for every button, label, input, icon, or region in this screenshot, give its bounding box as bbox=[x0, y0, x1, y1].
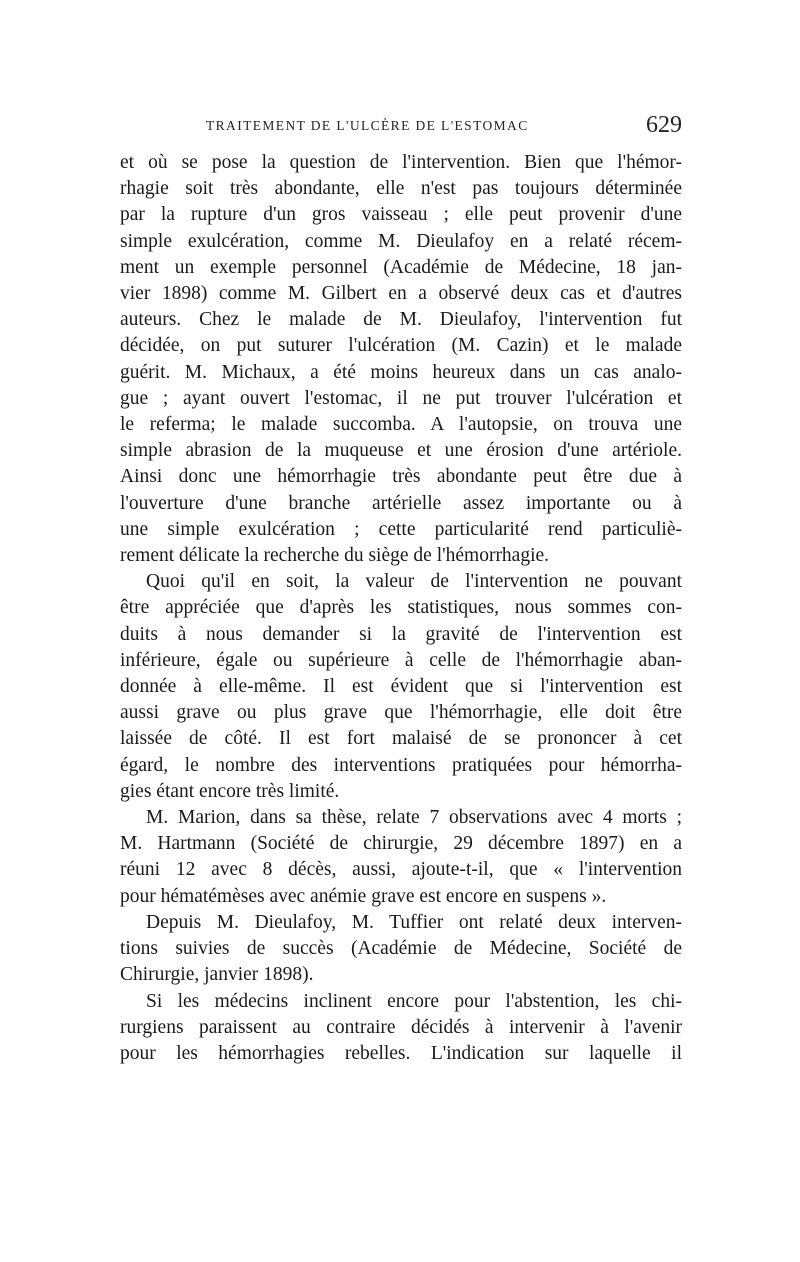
text-line: Ainsi donc une hémorrhagie très abondante peut être due à bbox=[120, 466, 682, 488]
text-line: Quoi qu'il en soit, la valeur de l'intervention ne pouvant bbox=[146, 571, 682, 593]
paragraph bbox=[120, 989, 682, 1068]
paragraph bbox=[120, 150, 682, 569]
text-line: vier 1898) comme M. Gilbert en a observé deux cas et d'autres bbox=[120, 283, 682, 305]
text-line: Depuis M. Dieulafoy, M. Tuffier ont relaté deux interven- bbox=[146, 911, 682, 933]
text-line: rurgiens paraissent au contraire décidés à intervenir à l'avenir bbox=[120, 1016, 682, 1038]
text-line: pour hématémèses avec anémie grave est encore en suspens ». bbox=[120, 885, 607, 907]
text-line: par la rupture d'un gros vaisseau ; elle peut provenir d'une bbox=[120, 204, 682, 226]
text-line: inférieure, égale ou supérieure à celle de l'hémorrhagie aban- bbox=[120, 649, 682, 671]
text-line: l'ouverture d'une branche artérielle assez importante ou à bbox=[120, 492, 682, 514]
book-page bbox=[120, 112, 682, 1067]
text-line: Chirurgie, janvier 1898). bbox=[120, 964, 314, 986]
text-line: rement délicate la recherche du siège de l'hémorrhagie. bbox=[120, 545, 550, 567]
text-line: auteurs. Chez le malade de M. Dieulafoy, l'intervention fut bbox=[120, 309, 682, 331]
text-line: gue ; ayant ouvert l'estomac, il ne put trouver l'ulcération et bbox=[120, 387, 682, 409]
text-line: aussi grave ou plus grave que l'hémorrhagie, elle doit être bbox=[120, 702, 682, 724]
text-line: et où se pose la question de l'intervention. Bien que l'hémor- bbox=[120, 152, 682, 173]
text-line: duits à nous demander si la gravité de l'intervention est bbox=[120, 623, 682, 645]
text-line: être appréciée que d'après les statistiques, nous sommes con- bbox=[120, 597, 682, 619]
page-number: 629 bbox=[646, 112, 682, 138]
text-line: rhagie soit très abondante, elle n'est pas toujours déterminée bbox=[120, 178, 682, 200]
text-line: M. Hartmann (Société de chirurgie, 29 décembre 1897) en a bbox=[120, 833, 682, 855]
paragraph bbox=[120, 910, 682, 989]
text-line: gies étant encore très limité. bbox=[120, 780, 340, 802]
paragraph bbox=[120, 805, 682, 910]
body-text bbox=[120, 150, 682, 1067]
text-line: réuni 12 avec 8 décès, aussi, ajoute-t-il, que « l'intervention bbox=[120, 859, 682, 881]
text-line: tions suivies de succès (Académie de Médecine, Société de bbox=[120, 938, 682, 960]
text-line: décidée, on put suturer l'ulcération (M. Cazin) et le malade bbox=[120, 335, 682, 357]
text-line: M. Marion, dans sa thèse, relate 7 observations avec 4 morts ; bbox=[146, 807, 682, 829]
running-head bbox=[120, 112, 682, 142]
text-line: simple abrasion de la muqueuse et une érosion d'une artériole. bbox=[120, 440, 682, 462]
text-line: une simple exulcération ; cette particularité rend particuliè- bbox=[120, 518, 682, 540]
running-title: TRAITEMENT DE L'ULCÈRE DE L'ESTOMAC bbox=[206, 118, 529, 133]
text-line: donnée à elle-même. Il est évident que si l'intervention est bbox=[120, 676, 682, 698]
paragraph bbox=[120, 569, 682, 805]
text-line: ment un exemple personnel (Académie de Médecine, 18 jan- bbox=[120, 256, 682, 278]
text-line: laissée de côté. Il est fort malaisé de se prononcer à cet bbox=[120, 728, 682, 750]
text-line: égard, le nombre des interventions pratiquées pour hémorrha- bbox=[120, 754, 682, 776]
text-line: le referma; le malade succomba. A l'autopsie, on trouva une bbox=[120, 414, 682, 436]
text-line: Si les médecins inclinent encore pour l'abstention, les chi- bbox=[146, 990, 682, 1012]
text-line: simple exulcération, comme M. Dieulafoy en a relaté récem- bbox=[120, 230, 682, 252]
text-line: guérit. M. Michaux, a été moins heureux dans un cas analo- bbox=[120, 361, 682, 383]
text-line: pour les hémorrhagies rebelles. L'indication sur laquelle il bbox=[120, 1042, 682, 1064]
